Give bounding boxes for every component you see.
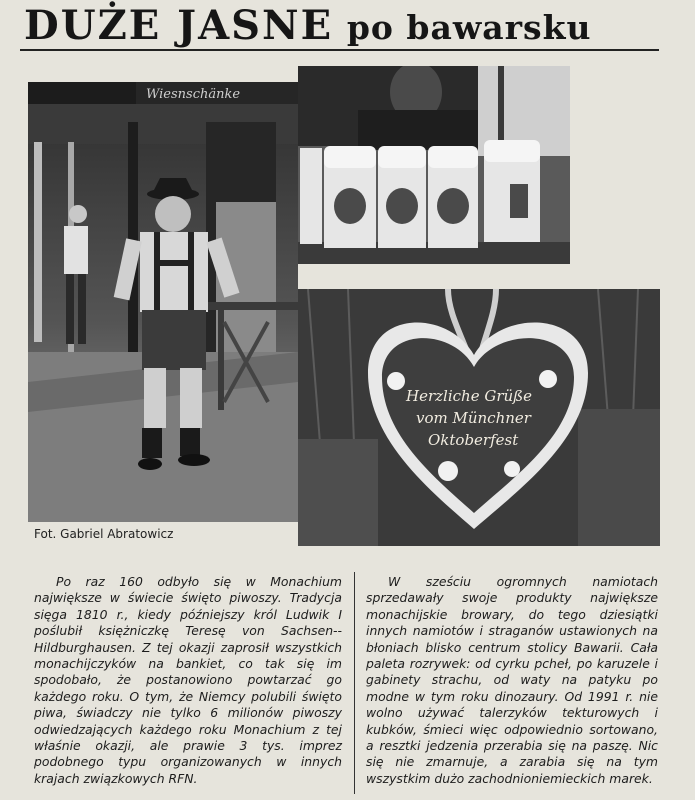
headline (24, 4, 591, 50)
headline-sub: po bawarsku (346, 8, 592, 47)
photo-beer-mugs (298, 66, 570, 264)
article-column-right (366, 574, 658, 787)
photo-gingerbread-heart (298, 289, 660, 546)
article-column-left (34, 574, 342, 787)
street-sign-text: Wiesnschänke (146, 87, 241, 102)
headline-main: DUŻE JASNE (24, 2, 334, 49)
article-paragraph-left: Po raz 160 odbyło się w Monachium największe w świecie święto piwoszy. Tradycja sięga 1810 r., kiedy późniejszy król Ludwik I poślubił księżniczkę Teresę von Sachsen--Hildburghausen. Z tej okazji zaprosił wszystkich monachijczyków na bankiet, co tak się im spodobało, że postanowiono powtarzać go każdego roku. O tym, że Niemcy polubili święto piwa, świadczy nie tylko 6 milionów piwoszy odwiedzających każdego roku Monachium z tej właśnie okazji, ale prawie 3 tys. imprez podobnego typu organizowanych w innych krajach związkowych RFN. (34, 574, 342, 786)
headline-rule (20, 49, 659, 51)
column-divider (354, 572, 355, 794)
photo-credit: Fot. Gabriel Abratowicz (34, 527, 174, 541)
heart-line-1: Herzliche Grüße (406, 387, 533, 405)
heart-line-3: Oktoberfest (428, 431, 519, 449)
article-paragraph-right: W sześciu ogromnych namiotach sprzedawały swoje produkty największe monachijskie browary, do tego dziesiątki innych namiotów i straganów ustawionych na błoniach blisko centrum stolicy Bawarii. Cała paleta rozrywek: od cyrku pcheł, po karuzele i gabinety strachu, od waty na patyku po modne w tym roku dinozaury. Od 1991 r. nie wolno używać talerzyków tekturowych i kubków, śmieci więc odpowiednio sortowano, a resztki jedzenia przerabia się na paszę. Nic się nie zmarnuje, a zarabia się na tym wszystkim dużo zachodnioniemieckich marek. (366, 574, 658, 786)
photo-lederhosen-man (28, 82, 298, 522)
heart-line-2: vom Münchner (416, 409, 531, 427)
